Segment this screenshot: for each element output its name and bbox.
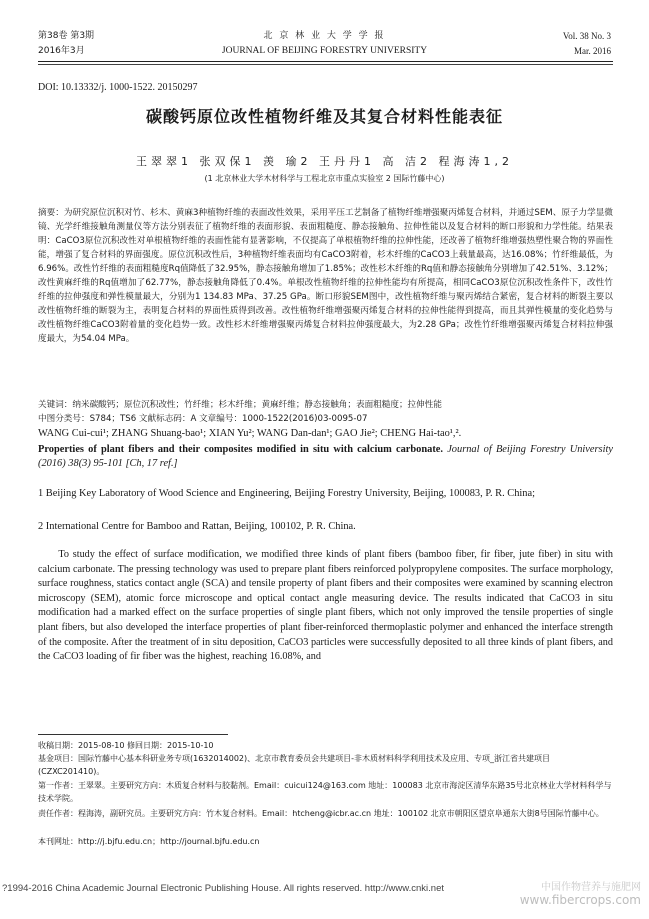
- paper-title-cn: 碳酸钙原位改性植物纤维及其复合材料性能表征: [145, 107, 503, 126]
- paper-title-en: Properties of plant fibers and their composites modified in situ with calcium carbonate.: [38, 444, 443, 455]
- classification-line: 中图分类号：S784；TS6 文献标志码：A 文章编号：1000-1522(2016)03-0095-07: [38, 414, 368, 424]
- authors-cn: 王翠翠1 张双保1 羡 瑜2 王丹丹1 高 洁2 程海涛1,2: [136, 155, 513, 168]
- affiliation-en-1: 1 Beijing Key Laboratory of Wood Science and Engineering, Beijing Forestry University, Beijing, 100083, P. R. China;: [38, 488, 535, 499]
- header-rule: [38, 61, 613, 62]
- header-rule-thin: [38, 64, 613, 65]
- abstract-cn: 摘要：为研究原位沉积对竹、杉木、黄麻3种植物纤维的表面改性效果，采用平压工艺制备了植物纤维增强聚丙烯复合材料，并通过SEM、原子力学显微镜、光学纤维接触角测量仪等方法分别表征了植物纤维的表面形貌、表面粗糙度、静态接触角、拉伸性能以及复合材料的断口形貌和力学性能。结果表明：CaCO3原位沉积改性对单根植物纤维的表面性能有显著影响，不仅提高了单根植物纤维的拉伸性能，还改善了植物纤维增强热塑性聚合物的界面性能，增强了复合材料的界面强度。原位沉积改性后，3种植物纤维表面均有CaCO3附着，杉木纤维的CaCO3上载量最高，达16.08%；竹纤维最低，为6.96%。改性竹纤维的表面粗糙度Rq值降低了32.95%，静态接触角增加了1.85%；改性杉木纤维的Rq值和静态接触角分别增加了42.51%、3.12%；改性黄麻纤维的Rq值增加了62.77%，静态接触角降低了0.4%。单根改性植物纤维的拉伸性能均有所提高，相同CaCO3原位沉积改性条件下，改性竹纤维的拉伸强度和弹性模量最大，分别为1 134.83 MPa、37.25 GPa。断口形貌SEM图中，改性植物纤维与聚丙烯结合紧密，复合材料的断裂主要以改性植物纤维的断裂为主，表明复合材料的界面性质得到改善。改性植物纤维增强聚丙烯复合材料的拉伸性能得到提高，而且其弹性模量的变化趋势与改性植物纤维CaCO3附着量的变化趋势一致。改性杉木纤维增强聚丙烯复合材料拉伸强度最大，为2.28 GPa；改性竹纤维增强聚丙烯复合材料拉伸强度最大，为54.04 MPa。: [38, 208, 613, 344]
- volume-issue-en: Vol. 38 No. 3: [562, 31, 611, 41]
- affiliations-cn: (1 北京林业大学木材科学与工程北京市重点实验室 2 国际竹藤中心): [204, 174, 445, 183]
- abstract-en: To study the effect of surface modification, we modified three kinds of plant fibers (bamboo fiber, fir fiber, jute fiber) in situ with calcium carbonate. The pressing technology was used to prepare plant fibers reinforced polypropylene composites. The surface morphology, surface roughness, statics contact angle (SCA) and tensile property of plant fibers and their composites were examined by scanning electron microscopy (SEM), atomic force microscope and optical contact angle measuring device. The results indicated that CaCO3 in situ modification had a marked effect on the surface properties of single plant fibers, which not only improved the tensile properties of single plant fibers, but also developed the interface properties of plant fiber-reinforced thermoplastic polymer and enhanced the interface strength of the composite. After the treatment of in situ deposition, CaCO3 particles were successfully deposited to all three kinds of plant fibers, and the CaCO3 loading of fir fiber was the highest, reaching 16.08%, and: [38, 549, 613, 663]
- footnote-rule: [38, 734, 228, 735]
- copyright-footer: ?1994-2016 China Academic Journal Electronic Publishing House. All rights reserved. http://www.cnki.net: [2, 883, 444, 894]
- journal-name-en: JOURNAL OF BEIJING FORESTRY UNIVERSITY: [221, 46, 428, 56]
- keywords-cn: 关键词：纳米碳酸钙；原位沉积改性；竹纤维；杉木纤维；黄麻纤维；静态接触角；表面粗糙度；拉伸性能: [38, 400, 442, 410]
- watermark-url: www.fibercrops.com: [519, 893, 641, 907]
- title-en-citation: [38, 443, 613, 471]
- date-en: Mar. 2016: [574, 46, 611, 56]
- doi: DOI: 10.13332/j. 1000-1522. 20150297: [38, 82, 198, 93]
- journal-name-cn: 北 京 林 业 大 学 学 报: [263, 31, 386, 41]
- date-cn: 2016年3月: [38, 46, 85, 56]
- footnote-first-author: 第一作者：王翠翠。主要研究方向：木质复合材料与胶黏剂。Email：cuicui124@163.com 地址：100083 北京市海淀区清华东路35号北京林业大学材料科学与技术学院。: [38, 781, 612, 803]
- footnote-url: 本刊网址：http://j.bjfu.edu.cn；http://journal.bjfu.edu.cn: [38, 837, 260, 846]
- affiliation-en-2: 2 International Centre for Bamboo and Rattan, Beijing, 100102, P. R. China.: [38, 521, 356, 532]
- citation-en: Journal of Beijing Forestry University (2016) 38(3) 95-101 [Ch, 17 ref.]: [38, 444, 613, 469]
- footnote-corr-author: 责任作者：程海涛，副研究员。主要研究方向：竹木复合材料。Email：htcheng@icbr.ac.cn 地址：100102 北京市朝阳区望京阜通东大街8号国际竹藤中心。: [38, 809, 604, 818]
- watermark-cn: 中国作物营养与施肥网: [541, 882, 641, 893]
- footnote-fund: 基金项目：国际竹藤中心基本科研业务专项(1632014002)、北京市教育委员会共建项目-非木质材料科学利用技术及应用、专项_浙江省共建项目(CZXC201410)。: [38, 754, 551, 776]
- authors-en: WANG Cui-cui¹; ZHANG Shuang-bao¹; XIAN Yu²; WANG Dan-dan¹; GAO Jie²; CHENG Hai-tao¹,².: [38, 428, 462, 439]
- volume-issue-cn: 第38卷 第3期: [38, 31, 95, 41]
- footnote-received: 收稿日期：2015-08-10 修回日期：2015-10-10: [38, 741, 214, 750]
